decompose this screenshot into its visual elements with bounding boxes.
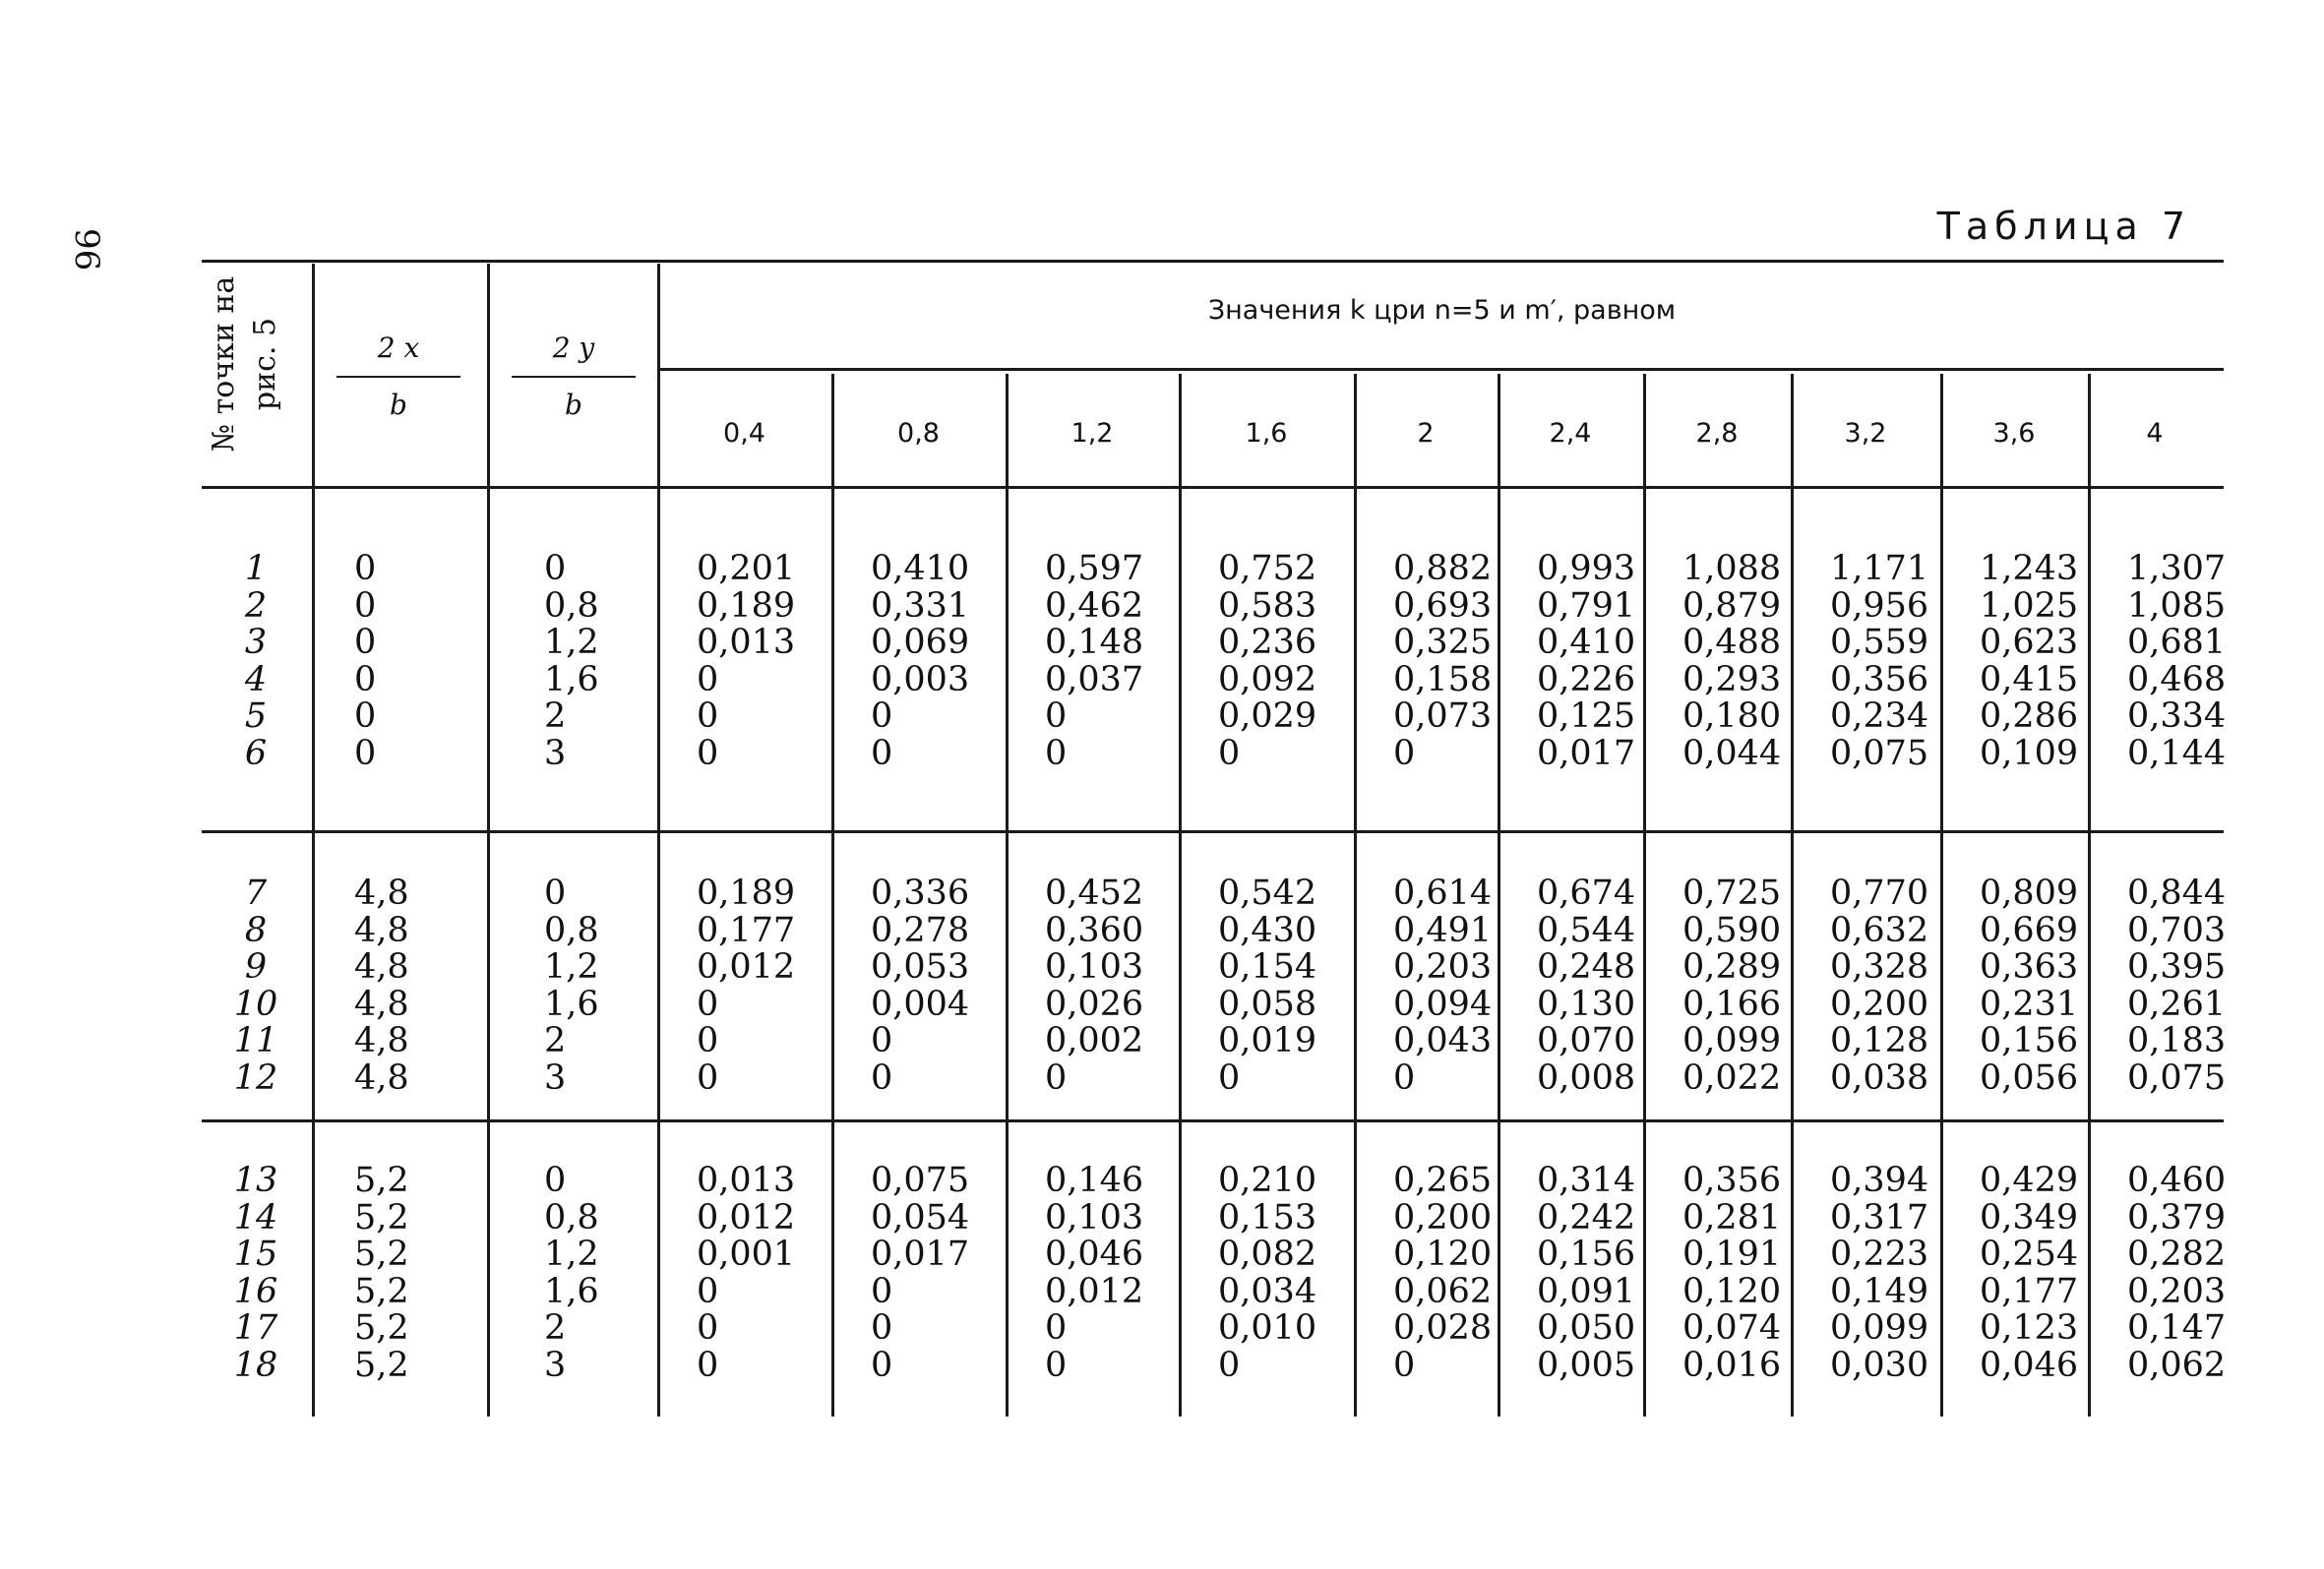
y-ratio-cell: 0,8 bbox=[544, 1197, 599, 1237]
k-value-cell: 0,210 bbox=[1218, 1161, 1317, 1200]
column-rule bbox=[1179, 374, 1182, 1417]
k-value-cell: 0 bbox=[697, 1308, 719, 1348]
x-ratio-cell: 0 bbox=[354, 696, 377, 736]
column-rule bbox=[2088, 374, 2091, 1417]
k-value-cell: 0,791 bbox=[1537, 585, 1636, 626]
column-rule bbox=[831, 374, 834, 1417]
y-ratio-cell: 0 bbox=[544, 549, 567, 588]
k-value-cell: 0,073 bbox=[1393, 696, 1493, 736]
k-value-cell: 0,180 bbox=[1682, 696, 1782, 736]
y-ratio-cell: 2 bbox=[544, 1021, 567, 1060]
col-y-numerator: 2 y bbox=[552, 332, 595, 364]
k-value-cell: 0,189 bbox=[697, 585, 796, 626]
k-value-cell: 0,016 bbox=[1682, 1345, 1782, 1385]
y-ratio-cell: 0 bbox=[544, 874, 567, 913]
x-ratio-cell: 0 bbox=[354, 623, 377, 662]
k-value-cell: 0,956 bbox=[1830, 585, 1929, 626]
k-value-cell: 1,088 bbox=[1682, 549, 1782, 588]
y-ratio-cell: 1,6 bbox=[544, 659, 599, 699]
k-value-cell: 0,882 bbox=[1393, 549, 1493, 588]
k-value-cell: 0,043 bbox=[1393, 1021, 1493, 1060]
y-ratio-cell: 1,2 bbox=[544, 947, 599, 987]
k-value-cell: 0,693 bbox=[1393, 585, 1493, 626]
y-ratio-cell: 1,6 bbox=[544, 1271, 599, 1311]
k-value-cell: 0,317 bbox=[1830, 1197, 1929, 1237]
k-value-cell: 0,261 bbox=[2127, 984, 2227, 1024]
k-value-cell: 0,046 bbox=[1980, 1345, 2079, 1385]
point-number: 17 bbox=[233, 1308, 278, 1348]
y-ratio-cell: 2 bbox=[544, 696, 567, 736]
k-value-cell: 0,153 bbox=[1218, 1197, 1317, 1237]
k-value-cell: 0,236 bbox=[1218, 623, 1317, 662]
k-value-cell: 0,752 bbox=[1218, 549, 1317, 588]
m-value-header: 4 bbox=[2146, 418, 2164, 449]
k-value-cell: 0,363 bbox=[1980, 947, 2079, 987]
k-value-cell: 0 bbox=[1218, 1057, 1241, 1098]
k-value-cell: 0 bbox=[1393, 733, 1416, 773]
k-value-cell: 0,062 bbox=[2127, 1345, 2227, 1385]
k-value-cell: 0 bbox=[1045, 696, 1068, 736]
x-ratio-cell: 4,8 bbox=[354, 1057, 409, 1098]
col-x-denominator: b bbox=[390, 389, 407, 421]
k-value-cell: 0 bbox=[697, 696, 719, 736]
k-value-cell: 0,001 bbox=[697, 1235, 796, 1274]
x-ratio-cell: 5,2 bbox=[354, 1271, 409, 1311]
point-number: 15 bbox=[233, 1235, 278, 1274]
k-value-cell: 0,177 bbox=[697, 910, 796, 950]
k-value-cell: 0,128 bbox=[1830, 1021, 1929, 1060]
m-value-header: 2,4 bbox=[1549, 418, 1592, 449]
k-value-cell: 0,012 bbox=[697, 1197, 796, 1237]
k-value-cell: 0,075 bbox=[871, 1161, 970, 1200]
k-value-cell: 0,614 bbox=[1393, 874, 1493, 913]
column-rule bbox=[1791, 374, 1794, 1417]
k-value-cell: 0,289 bbox=[1682, 947, 1782, 987]
k-value-cell: 0,050 bbox=[1537, 1308, 1636, 1348]
k-value-cell: 1,025 bbox=[1980, 585, 2079, 626]
k-value-cell: 0,349 bbox=[1980, 1197, 2079, 1237]
point-number: 13 bbox=[233, 1161, 278, 1200]
k-value-cell: 0,177 bbox=[1980, 1271, 2079, 1311]
k-value-cell: 0,590 bbox=[1682, 910, 1782, 950]
group-divider-1 bbox=[202, 830, 2224, 833]
y-ratio-cell: 0,8 bbox=[544, 585, 599, 626]
k-value-cell: 0,201 bbox=[697, 549, 796, 588]
m-value-header: 3,6 bbox=[1992, 418, 2036, 449]
col-y-fraction-bar bbox=[512, 376, 636, 378]
k-value-cell: 0,282 bbox=[2127, 1235, 2227, 1274]
k-value-cell: 0,460 bbox=[2127, 1161, 2227, 1200]
k-value-cell: 0,075 bbox=[2127, 1057, 2227, 1098]
k-value-cell: 0,278 bbox=[871, 910, 970, 950]
k-value-cell: 0 bbox=[697, 1345, 719, 1385]
k-value-cell: 0,248 bbox=[1537, 947, 1636, 987]
k-value-cell: 0,379 bbox=[2127, 1197, 2227, 1237]
k-value-cell: 0,226 bbox=[1537, 659, 1636, 699]
k-value-cell: 0,120 bbox=[1393, 1235, 1493, 1274]
k-value-cell: 0 bbox=[871, 733, 893, 773]
k-value-cell: 0,092 bbox=[1218, 659, 1317, 699]
k-value-cell: 0,156 bbox=[1537, 1235, 1636, 1274]
x-ratio-cell: 5,2 bbox=[354, 1235, 409, 1274]
page-number: 96 bbox=[67, 228, 106, 272]
point-number: 14 bbox=[233, 1197, 278, 1237]
k-value-cell: 0,623 bbox=[1980, 623, 2079, 662]
point-number: 10 bbox=[233, 984, 278, 1024]
k-value-cell: 0,488 bbox=[1682, 623, 1782, 662]
k-value-cell: 0,094 bbox=[1393, 984, 1493, 1024]
k-value-cell: 0,012 bbox=[697, 947, 796, 987]
k-value-cell: 1,307 bbox=[2127, 549, 2227, 588]
x-ratio-cell: 4,8 bbox=[354, 1021, 409, 1060]
k-value-cell: 1,171 bbox=[1830, 549, 1929, 588]
k-value-cell: 0,336 bbox=[871, 874, 970, 913]
k-value-cell: 0,993 bbox=[1537, 549, 1636, 588]
k-value-cell: 0,003 bbox=[871, 659, 970, 699]
point-number: 4 bbox=[244, 659, 268, 699]
column-rule bbox=[312, 264, 315, 1417]
k-value-cell: 0,099 bbox=[1682, 1021, 1782, 1060]
point-number: 9 bbox=[244, 947, 268, 987]
k-value-cell: 0 bbox=[1045, 1057, 1068, 1098]
k-value-cell: 0,770 bbox=[1830, 874, 1929, 913]
k-value-cell: 0,334 bbox=[2127, 696, 2227, 736]
k-value-cell: 0,844 bbox=[2127, 874, 2227, 913]
k-value-cell: 0,005 bbox=[1537, 1345, 1636, 1385]
y-ratio-cell: 0 bbox=[544, 1161, 567, 1200]
k-value-cell: 0,002 bbox=[1045, 1021, 1144, 1060]
x-ratio-cell: 5,2 bbox=[354, 1197, 409, 1237]
k-value-cell: 1,085 bbox=[2127, 585, 2227, 626]
point-number: 16 bbox=[233, 1271, 278, 1311]
k-value-cell: 0,703 bbox=[2127, 910, 2227, 950]
k-value-cell: 0,328 bbox=[1830, 947, 1929, 987]
k-value-cell: 0,491 bbox=[1393, 910, 1493, 950]
k-value-cell: 0 bbox=[871, 1057, 893, 1098]
k-value-cell: 0,395 bbox=[2127, 947, 2227, 987]
point-number: 1 bbox=[244, 549, 268, 588]
k-value-cell: 0,056 bbox=[1980, 1057, 2079, 1098]
point-number: 7 bbox=[244, 874, 268, 913]
k-value-cell: 0 bbox=[697, 1057, 719, 1098]
k-value-cell: 0,148 bbox=[1045, 623, 1144, 662]
y-ratio-cell: 3 bbox=[544, 1345, 567, 1385]
col-x-fraction-bar bbox=[336, 376, 460, 378]
k-value-cell: 0,154 bbox=[1218, 947, 1317, 987]
column-rule bbox=[657, 264, 660, 1417]
k-value-cell: 0,013 bbox=[697, 1161, 796, 1200]
k-value-cell: 0,054 bbox=[871, 1197, 970, 1237]
x-ratio-cell: 0 bbox=[354, 659, 377, 699]
values-group-title: Значения k цри n=5 и m′, равном bbox=[1207, 295, 1677, 326]
k-value-cell: 0,103 bbox=[1045, 1197, 1144, 1237]
k-value-cell: 0,034 bbox=[1218, 1271, 1317, 1311]
point-number: 6 bbox=[244, 733, 268, 773]
k-value-cell: 0,058 bbox=[1218, 984, 1317, 1024]
k-value-cell: 0 bbox=[1045, 733, 1068, 773]
table-top-rule bbox=[202, 260, 2224, 263]
row-label-header: № точки на рис. 5 bbox=[207, 275, 282, 453]
col-x-header bbox=[315, 327, 482, 423]
column-rule bbox=[1006, 374, 1009, 1417]
k-value-cell: 0,144 bbox=[2127, 733, 2227, 773]
x-ratio-cell: 4,8 bbox=[354, 874, 409, 913]
k-value-cell: 0 bbox=[697, 733, 719, 773]
k-value-cell: 0,725 bbox=[1682, 874, 1782, 913]
k-value-cell: 0,203 bbox=[1393, 947, 1493, 987]
k-value-cell: 0,468 bbox=[2127, 659, 2227, 699]
k-value-cell: 0,062 bbox=[1393, 1271, 1493, 1311]
k-value-cell: 0 bbox=[871, 696, 893, 736]
k-value-cell: 0,044 bbox=[1682, 733, 1782, 773]
k-value-cell: 0,019 bbox=[1218, 1021, 1317, 1060]
k-value-cell: 0,410 bbox=[871, 549, 970, 588]
k-value-cell: 0,053 bbox=[871, 947, 970, 987]
k-value-cell: 0 bbox=[1045, 1308, 1068, 1348]
k-value-cell: 0,130 bbox=[1537, 984, 1636, 1024]
k-value-cell: 0,030 bbox=[1830, 1345, 1929, 1385]
k-value-cell: 0,325 bbox=[1393, 623, 1493, 662]
m-value-header: 1,6 bbox=[1245, 418, 1288, 449]
x-ratio-cell: 5,2 bbox=[354, 1308, 409, 1348]
k-value-cell: 0,029 bbox=[1218, 696, 1317, 736]
k-value-cell: 0,429 bbox=[1980, 1161, 2079, 1200]
point-number: 2 bbox=[244, 585, 268, 626]
k-value-cell: 0,125 bbox=[1537, 696, 1636, 736]
y-ratio-cell: 1,6 bbox=[544, 984, 599, 1024]
col-y-denominator: b bbox=[565, 389, 582, 421]
group-divider-2 bbox=[202, 1119, 2224, 1122]
k-value-cell: 0,681 bbox=[2127, 623, 2227, 662]
k-value-cell: 0,183 bbox=[2127, 1021, 2227, 1060]
k-value-cell: 0,462 bbox=[1045, 585, 1144, 626]
m-value-header: 0,8 bbox=[897, 418, 940, 449]
k-value-cell: 0,146 bbox=[1045, 1161, 1144, 1200]
k-value-cell: 0,008 bbox=[1537, 1057, 1636, 1098]
k-value-cell: 0 bbox=[1045, 1345, 1068, 1385]
m-value-header: 2 bbox=[1417, 418, 1435, 449]
k-value-cell: 0,254 bbox=[1980, 1235, 2079, 1274]
k-value-cell: 0,356 bbox=[1682, 1161, 1782, 1200]
k-value-cell: 1,243 bbox=[1980, 549, 2079, 588]
k-value-cell: 0,231 bbox=[1980, 984, 2079, 1024]
column-rule bbox=[1498, 374, 1500, 1417]
k-value-cell: 0,012 bbox=[1045, 1271, 1144, 1311]
column-rule bbox=[1940, 374, 1943, 1417]
k-value-cell: 0,070 bbox=[1537, 1021, 1636, 1060]
k-value-cell: 0 bbox=[871, 1271, 893, 1311]
k-value-cell: 0,242 bbox=[1537, 1197, 1636, 1237]
header-bottom-rule bbox=[202, 486, 2224, 489]
x-ratio-cell: 0 bbox=[354, 733, 377, 773]
k-value-cell: 0,200 bbox=[1830, 984, 1929, 1024]
k-value-cell: 0,559 bbox=[1830, 623, 1929, 662]
x-ratio-cell: 5,2 bbox=[354, 1161, 409, 1200]
col-y-header bbox=[490, 327, 657, 423]
k-value-cell: 0,542 bbox=[1218, 874, 1317, 913]
point-number: 8 bbox=[244, 910, 268, 950]
y-ratio-cell: 1,2 bbox=[544, 623, 599, 662]
k-value-cell: 0,013 bbox=[697, 623, 796, 662]
k-value-cell: 0,809 bbox=[1980, 874, 2079, 913]
k-value-cell: 0,223 bbox=[1830, 1235, 1929, 1274]
k-value-cell: 0 bbox=[1393, 1345, 1416, 1385]
point-number: 18 bbox=[233, 1345, 278, 1385]
k-value-cell: 0 bbox=[871, 1021, 893, 1060]
k-value-cell: 0,028 bbox=[1393, 1308, 1493, 1348]
k-value-cell: 0,038 bbox=[1830, 1057, 1929, 1098]
k-value-cell: 0,109 bbox=[1980, 733, 2079, 773]
k-value-cell: 0 bbox=[871, 1345, 893, 1385]
k-value-cell: 0,879 bbox=[1682, 585, 1782, 626]
k-value-cell: 0,026 bbox=[1045, 984, 1144, 1024]
m-value-header: 2,8 bbox=[1695, 418, 1739, 449]
k-value-cell: 0 bbox=[1218, 1345, 1241, 1385]
m-value-header: 0,4 bbox=[723, 418, 765, 449]
k-value-cell: 0,452 bbox=[1045, 874, 1144, 913]
k-value-cell: 0 bbox=[697, 1271, 719, 1311]
k-value-cell: 0,166 bbox=[1682, 984, 1782, 1024]
k-value-cell: 0,069 bbox=[871, 623, 970, 662]
k-value-cell: 0,200 bbox=[1393, 1197, 1493, 1237]
k-value-cell: 0,082 bbox=[1218, 1235, 1317, 1274]
point-number: 12 bbox=[233, 1057, 278, 1098]
k-value-cell: 0,331 bbox=[871, 585, 970, 626]
k-value-cell: 0,075 bbox=[1830, 733, 1929, 773]
k-value-cell: 0,046 bbox=[1045, 1235, 1144, 1274]
k-value-cell: 0,123 bbox=[1980, 1308, 2079, 1348]
k-value-cell: 0,037 bbox=[1045, 659, 1144, 699]
k-value-cell: 0,674 bbox=[1537, 874, 1636, 913]
x-ratio-cell: 5,2 bbox=[354, 1345, 409, 1385]
y-ratio-cell: 3 bbox=[544, 733, 567, 773]
x-ratio-cell: 4,8 bbox=[354, 947, 409, 987]
k-value-cell: 0,074 bbox=[1682, 1308, 1782, 1348]
k-value-cell: 0,147 bbox=[2127, 1308, 2227, 1348]
k-value-cell: 0,149 bbox=[1830, 1271, 1929, 1311]
header-group-rule bbox=[657, 368, 2224, 371]
k-value-cell: 0,430 bbox=[1218, 910, 1317, 950]
k-value-cell: 0,091 bbox=[1537, 1271, 1636, 1311]
k-value-cell: 0,010 bbox=[1218, 1308, 1317, 1348]
k-value-cell: 0 bbox=[697, 659, 719, 699]
y-ratio-cell: 0,8 bbox=[544, 910, 599, 950]
k-value-cell: 0,286 bbox=[1980, 696, 2079, 736]
k-value-cell: 0 bbox=[1218, 733, 1241, 773]
k-value-cell: 0,156 bbox=[1980, 1021, 2079, 1060]
k-value-cell: 0,394 bbox=[1830, 1161, 1929, 1200]
k-value-cell: 0,669 bbox=[1980, 910, 2079, 950]
point-number: 3 bbox=[244, 623, 268, 662]
k-value-cell: 0,265 bbox=[1393, 1161, 1493, 1200]
k-value-cell: 0,356 bbox=[1830, 659, 1929, 699]
k-value-cell: 0,189 bbox=[697, 874, 796, 913]
k-value-cell: 0,234 bbox=[1830, 696, 1929, 736]
m-value-header: 3,2 bbox=[1844, 418, 1887, 449]
x-ratio-cell: 4,8 bbox=[354, 910, 409, 950]
col-x-numerator: 2 x bbox=[377, 332, 420, 364]
x-ratio-cell: 4,8 bbox=[354, 984, 409, 1024]
m-value-header: 1,2 bbox=[1070, 418, 1114, 449]
k-value-cell: 0,158 bbox=[1393, 659, 1493, 699]
k-value-cell: 0 bbox=[871, 1308, 893, 1348]
y-ratio-cell: 1,2 bbox=[544, 1235, 599, 1274]
x-ratio-cell: 0 bbox=[354, 585, 377, 626]
k-value-cell: 0,597 bbox=[1045, 549, 1144, 588]
k-value-cell: 0 bbox=[697, 1021, 719, 1060]
k-value-cell: 0,004 bbox=[871, 984, 970, 1024]
k-value-cell: 0 bbox=[1393, 1057, 1416, 1098]
k-value-cell: 0,632 bbox=[1830, 910, 1929, 950]
y-ratio-cell: 2 bbox=[544, 1308, 567, 1348]
k-value-cell: 0,360 bbox=[1045, 910, 1144, 950]
table-title: Таблица 7 bbox=[1936, 205, 2191, 248]
k-value-cell: 0,583 bbox=[1218, 585, 1317, 626]
point-number: 5 bbox=[244, 696, 268, 736]
k-value-cell: 0,544 bbox=[1537, 910, 1636, 950]
k-value-cell: 0,099 bbox=[1830, 1308, 1929, 1348]
k-value-cell: 0,281 bbox=[1682, 1197, 1782, 1237]
y-ratio-cell: 3 bbox=[544, 1057, 567, 1098]
column-rule bbox=[1643, 374, 1646, 1417]
column-rule bbox=[487, 264, 490, 1417]
x-ratio-cell: 0 bbox=[354, 549, 377, 588]
k-value-cell: 0 bbox=[697, 984, 719, 1024]
k-value-cell: 0,314 bbox=[1537, 1161, 1636, 1200]
column-rule bbox=[1354, 374, 1357, 1417]
k-value-cell: 0,022 bbox=[1682, 1057, 1782, 1098]
point-number: 11 bbox=[233, 1021, 278, 1060]
k-value-cell: 0,410 bbox=[1537, 623, 1636, 662]
k-value-cell: 0,415 bbox=[1980, 659, 2079, 699]
k-value-cell: 0,203 bbox=[2127, 1271, 2227, 1311]
k-value-cell: 0,017 bbox=[1537, 733, 1636, 773]
k-value-cell: 0,103 bbox=[1045, 947, 1144, 987]
k-value-cell: 0,017 bbox=[871, 1235, 970, 1274]
k-value-cell: 0,191 bbox=[1682, 1235, 1782, 1274]
k-value-cell: 0,120 bbox=[1682, 1271, 1782, 1311]
k-value-cell: 0,293 bbox=[1682, 659, 1782, 699]
